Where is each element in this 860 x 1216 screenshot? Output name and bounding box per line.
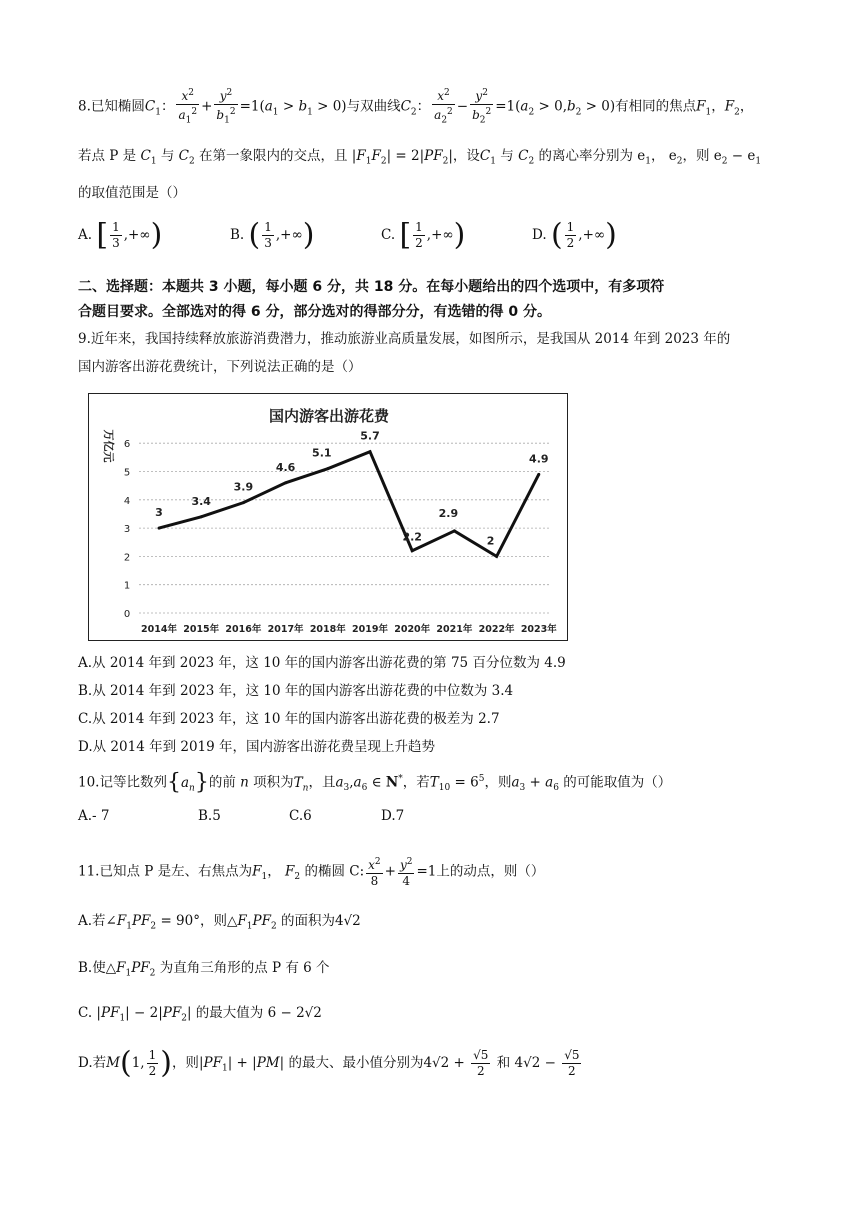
section2-line1: 二、选择题：本题共 3 小题，每小题 6 分，共 18 分。在每小题给出的四个选项中，有多项符 (78, 279, 665, 295)
option-text: 和 (496, 1055, 511, 1071)
y-tick-label: 2 (123, 552, 131, 564)
data-label: 2.9 (438, 506, 459, 520)
series-line (159, 452, 539, 557)
data-point (537, 473, 540, 476)
q11-option-c[interactable]: C. $|PF_1| - 2|PF_2|$ 的最大值为 6 − 2√2 (78, 1005, 322, 1024)
data-point (242, 501, 245, 504)
section2-line2: 合题目要求。全部选对的得 6 分，部分选对的得部分分，有选错的得 0 分。 (78, 304, 551, 320)
x-tick-label: 2016年 (225, 624, 262, 635)
q9-option-b[interactable]: B.从 2014 年到 2023 年，这 10 年的国内游客出游花费的中位数为 3.4 (78, 683, 514, 699)
q8-option-d[interactable]: D. ( $\frac{1}{2}$ ,+∞) (532, 217, 617, 253)
x-tick-label: 2022年 (478, 624, 515, 635)
x-tick-label: 2014年 (141, 624, 177, 635)
option-text: 为直角三角形的点 P 有 6 个 (159, 960, 330, 976)
x-tick-label: 2020年 (394, 624, 431, 635)
y-tick-label: 3 (123, 524, 131, 536)
q10-text: 项积为 (253, 774, 294, 791)
q8-text: ，设 (452, 148, 480, 164)
x-tick-label: 2021年 (436, 624, 473, 635)
q10-option-a[interactable]: A.- 7 (78, 808, 110, 824)
q8-text: 与双曲线 (346, 98, 401, 115)
data-point (453, 529, 456, 532)
line-chart (89, 394, 567, 640)
data-point (369, 450, 372, 453)
option-text: A.若 (78, 913, 106, 929)
y-tick-label: 5 (123, 467, 131, 479)
q10-text: ，且 (308, 774, 336, 791)
data-point (158, 527, 161, 530)
y-tick-label: 6 (123, 439, 131, 451)
q8-option-b[interactable]: B. ( $\frac{1}{3}$ ,+∞) (230, 217, 315, 253)
q10-line: 10.记等比数列$\{a_n\}$的前 n 项积为$T_n$，且$a_3,a_6$ ∈ N*，若$T_{10} = 6^5$，则$a_3 + a_6$ 的可能取值为（） (78, 770, 672, 795)
option-text: B.使 (78, 960, 106, 976)
data-label: 3 (155, 506, 163, 520)
q10-text: 的可能取值为（） (563, 774, 672, 791)
q10-text: 的前 (208, 774, 236, 791)
q11-text: 的椭圆 C: (304, 863, 365, 880)
q9-option-c[interactable]: C.从 2014 年到 2023 年，这 10 年的国内游客出游花费的极差为 2.7 (78, 711, 500, 727)
option-label: B. (230, 227, 245, 243)
q11-text: 上的动点，则（） (436, 863, 545, 880)
option-label: A. (78, 227, 93, 243)
q10-text: ，则 (484, 774, 512, 791)
q8-text: 若点 P 是 (78, 148, 137, 164)
y-axis-label: 万亿元 (102, 429, 115, 463)
q8-line2: 若点 P 是 $C_1$ 与 $C_2$ 在第一象限内的交点，且 $|F_1F_2| = 2|PF_2|$，设$C_1$ 与 $C_2$ 的离心率分别为 $e_1$， $e_2$，则 $e_2 - e_1$ (78, 148, 762, 167)
data-label: 5.7 (360, 429, 380, 443)
q10-option-c[interactable]: C.6 (289, 808, 312, 824)
q8-text: 的取值范围是（） (78, 185, 186, 201)
q11-line: 11.已知点 P 是左、右焦点为$F_1$， $F_2$ 的椭圆 C: $\frac{x^2}{8}$ + $\frac{y^2}{4}$ =1上的动点，则（） (78, 857, 545, 888)
x-tick-label: 2017年 (267, 624, 304, 635)
data-label: 2 (486, 534, 495, 548)
option-text: 的最大、最小值分别为 (288, 1055, 424, 1071)
y-tick-label: 0 (123, 609, 131, 620)
data-point (284, 481, 287, 484)
data-label: 3.4 (191, 494, 211, 508)
y-tick-label: 4 (123, 495, 131, 507)
q10-option-b[interactable]: B.5 (198, 808, 221, 824)
q8-text: 有相同的焦点 (615, 98, 697, 115)
data-point (326, 467, 329, 470)
q9-line1: 9.近年来，我国持续释放旅游消费潜力，推动旅游业高质量发展，如图所示，是我国从 2014 年到 2023 年的 (78, 331, 731, 347)
q11-option-a[interactable]: A.若$\angle F_1PF_2 = 90^\circ$，则$\triangle F_1PF_2$ 的面积为4√2 (78, 913, 361, 932)
q10-option-d[interactable]: D.7 (381, 808, 405, 824)
option-text: D.若 (78, 1055, 107, 1071)
q11-option-d[interactable]: D.若M(1, $\frac{1}{2}$ )，则$|PF_1| + |PM|$ 的最大、最小值分别为4√2 + $\frac{√5}{2}$ 和 4√2 − $\frac{√5}{2}$ (78, 1045, 580, 1081)
option-label: D. (532, 227, 547, 243)
data-label: 5.1 (312, 446, 332, 460)
option-label: C. (381, 227, 396, 243)
x-tick-label: 2019年 (352, 624, 388, 635)
x-tick-label: 2018年 (309, 624, 346, 635)
chart-frame (88, 393, 568, 641)
data-label: 4.6 (275, 460, 296, 474)
option-text: C. (78, 1005, 93, 1021)
q9-option-d[interactable]: D.从 2014 年到 2019 年，国内游客出游花费呈现上升趋势 (78, 739, 436, 755)
q8-text: 在第一象限内的交点，且 (199, 148, 348, 164)
q11-text: 11.已知点 P 是左、右焦点为 (78, 863, 253, 880)
data-point (495, 555, 498, 558)
q8-line1: 8.已知椭圆$C_1$： $\frac{x^2}{a_1^2}$ + $\frac{y^2}{b_1^2}$ $=1(a_1 > b_1 > 0)$与双曲线$C_2$： $\frac{x^2}{a_2^2}$ − $\frac{y^2}{b_2^2}$ $=1(a_2 > 0,b_2 > 0)$有相同的焦点$F_1$，$F_2$， (78, 88, 754, 126)
option-text: 的最大值为 (195, 1005, 264, 1021)
data-label: 2.2 (402, 530, 422, 544)
q8-text: 的离心率分别为 (538, 148, 633, 164)
q9-option-a[interactable]: A.从 2014 年到 2023 年，这 10 年的国内游客出游花费的第 75 百分位数为 4.9 (78, 655, 566, 671)
q8-line3 (78, 182, 788, 204)
data-label: 4.9 (529, 452, 549, 466)
option-text: 的面积为 (280, 913, 335, 929)
q11-option-b[interactable]: B.使$\triangle F_1PF_2$ 为直角三角形的点 P 有 6 个 (78, 960, 330, 979)
data-point (411, 549, 414, 552)
q10-text: 10.记等比数列 (78, 774, 167, 791)
x-tick-label: 2023年 (520, 624, 557, 635)
q8-text: ，则 (682, 148, 710, 164)
q8-text: 8.已知椭圆 (78, 98, 145, 115)
option-text: ，则 (171, 1055, 199, 1071)
q9-line2: 国内游客出游花费统计，下列说法正确的是（） (78, 359, 362, 375)
x-tick-label: 2015年 (183, 624, 220, 635)
q8-option-c[interactable]: C. [ $\frac{1}{2}$ ,+∞) (381, 217, 466, 253)
option-text: ，则 (199, 913, 227, 929)
data-label: 3.9 (233, 480, 254, 494)
data-point (200, 515, 203, 518)
y-tick-label: 1 (123, 580, 131, 592)
q8-option-a[interactable]: A. [ $\frac{1}{3}$ ,+∞) (78, 217, 163, 253)
chart-title: 国内游客出游花费 (268, 407, 390, 425)
q10-text: ，若 (402, 774, 430, 791)
